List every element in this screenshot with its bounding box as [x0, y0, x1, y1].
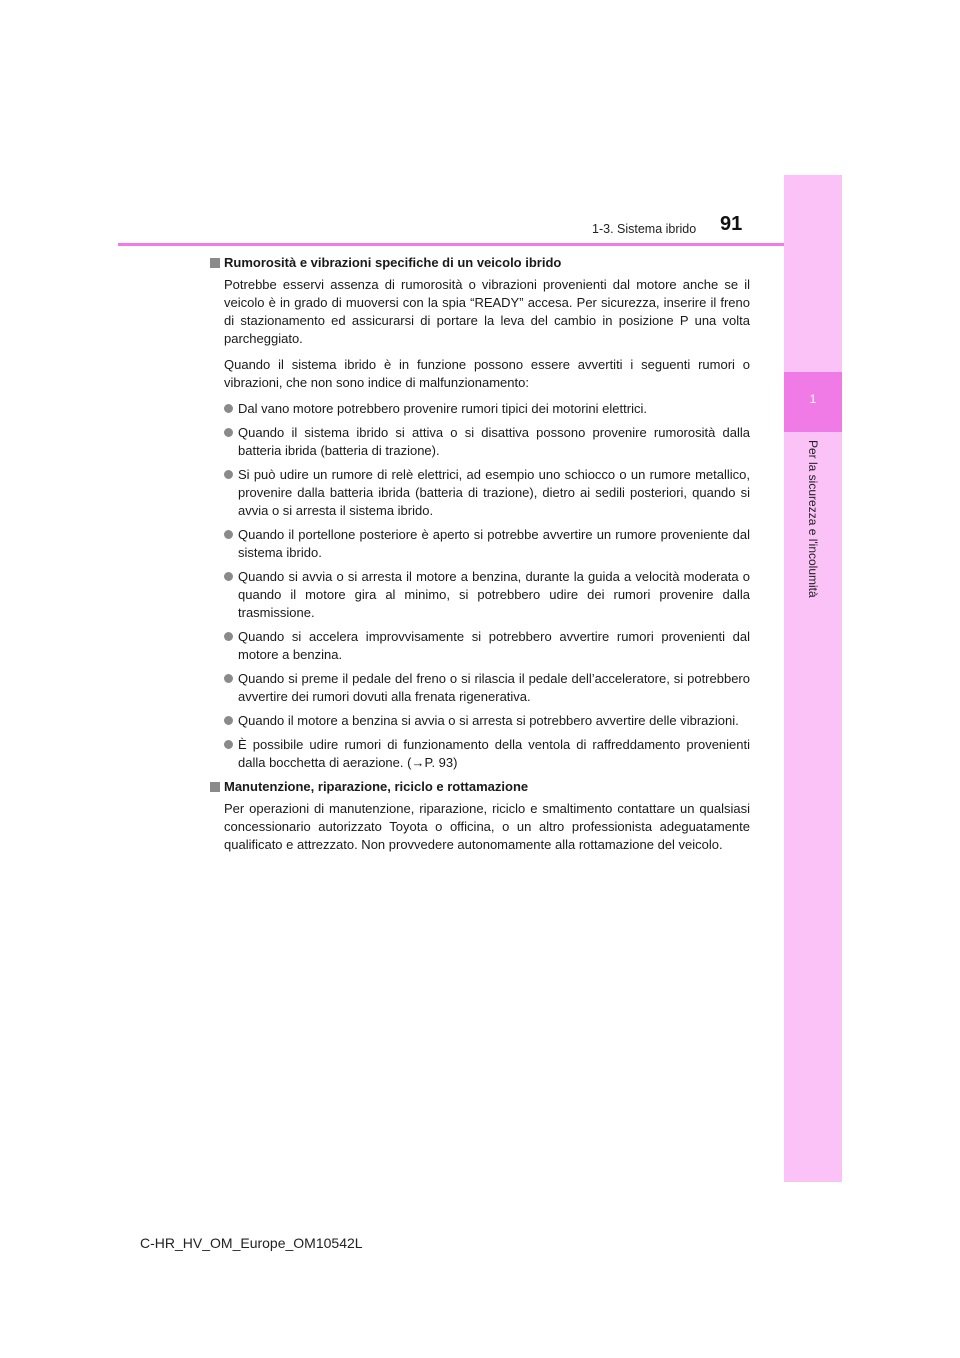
- list-item: [224, 736, 750, 772]
- section-heading: [210, 778, 750, 796]
- chapter-title: Per la sicurezza e l'incolumità: [806, 440, 820, 598]
- list-item-text: Dal vano motore potrebbero provenire rumori tipici dei motorini elettrici.: [238, 401, 647, 416]
- list-item: [224, 466, 750, 520]
- page-number: 91: [720, 213, 743, 235]
- circle-bullet-icon: [224, 466, 238, 475]
- paragraph: Quando il sistema ibrido è in funzione possono essere avvertiti i seguenti rumori o vibrazioni, che non sono indice di malfunzionamento:: [224, 357, 750, 390]
- circle-bullet-icon: [224, 736, 238, 745]
- circle-bullet-icon: [224, 670, 238, 679]
- circle-bullet-icon: [224, 712, 238, 721]
- list-item: [224, 628, 750, 664]
- list-item-text: È possibile udire rumori di funzionamento della ventola di raffreddamento provenienti dalla bocchetta di aerazione. (→P. 93): [238, 737, 750, 770]
- square-bullet-icon: [210, 782, 220, 792]
- list-item: [224, 424, 750, 460]
- circle-bullet-icon: [224, 628, 238, 637]
- list-item-text: Quando il motore a benzina si avvia o si arresta si potrebbero avvertire delle vibrazioni.: [238, 713, 739, 728]
- list-item: [224, 568, 750, 622]
- list-item-text: Quando si avvia o si arresta il motore a benzina, durante la guida a velocità moderata o quando il motore gira al minimo, si potrebbero udire dei rumori provenire dalla trasmissione.: [238, 569, 750, 620]
- list-item-text: Si può udire un rumore di relè elettrici, ad esempio uno schiocco o un rumore metallico, provenire dalla batteria ibrida (batteria di trazione), dietro ai sedili posteriori, quando si avvia o si arresta il sistema ibrido.: [238, 467, 750, 518]
- list-item-text: Quando il portellone posteriore è aperto si potrebbe avvertire un rumore proveniente dal sistema ibrido.: [238, 527, 750, 560]
- page-content: [210, 254, 750, 862]
- square-bullet-icon: [210, 258, 220, 268]
- footer-code: C-HR_HV_OM_Europe_OM10542L: [140, 1235, 363, 1251]
- section-heading-text: Rumorosità e vibrazioni specifiche di un veicolo ibrido: [224, 255, 562, 270]
- paragraph: Per operazioni di manutenzione, riparazione, riciclo e smaltimento contattare un qualsiasi concessionario autorizzato Toyota o officina, o un altro professionista adeguatamente qualificato e attrezzato. Non provvedere autonomamente alla rottamazione del veicolo.: [224, 801, 750, 852]
- section-title: 1-3. Sistema ibrido: [592, 222, 697, 236]
- list-item: [224, 526, 750, 562]
- section-heading: [210, 254, 750, 272]
- section-heading-text: Manutenzione, riparazione, riciclo e rottamazione: [224, 779, 529, 794]
- header-rule: [118, 243, 784, 246]
- circle-bullet-icon: [224, 568, 238, 577]
- side-strip: [784, 175, 842, 1182]
- chapter-number: 1: [809, 392, 817, 406]
- list-item-text: Quando si preme il pedale del freno o si rilascia il pedale dell’acceleratore, si potrebbero avvertire dei rumori dovuti alla frenata rigenerativa.: [238, 671, 750, 704]
- list-item: [224, 400, 750, 418]
- paragraph: Potrebbe esservi assenza di rumorosità o vibrazioni provenienti dal motore anche se il veicolo è in grado di muoversi con la spia “READY” accesa. Per sicurezza, inserire il freno di stazionamento ed assicurarsi di portare la leva del cambio in posizione P una volta parcheggiato.: [224, 277, 750, 346]
- list-item: [224, 670, 750, 706]
- circle-bullet-icon: [224, 424, 238, 433]
- circle-bullet-icon: [224, 400, 238, 409]
- list-item-text: Quando si accelera improvvisamente si potrebbero avvertire rumori provenienti dal motore a benzina.: [238, 629, 750, 662]
- list-item: [224, 712, 750, 730]
- circle-bullet-icon: [224, 526, 238, 535]
- chapter-title-vertical: [784, 440, 842, 660]
- list-item-text: Quando il sistema ibrido si attiva o si disattiva possono provenire rumorosità dalla batteria ibrida (batteria di trazione).: [238, 425, 750, 458]
